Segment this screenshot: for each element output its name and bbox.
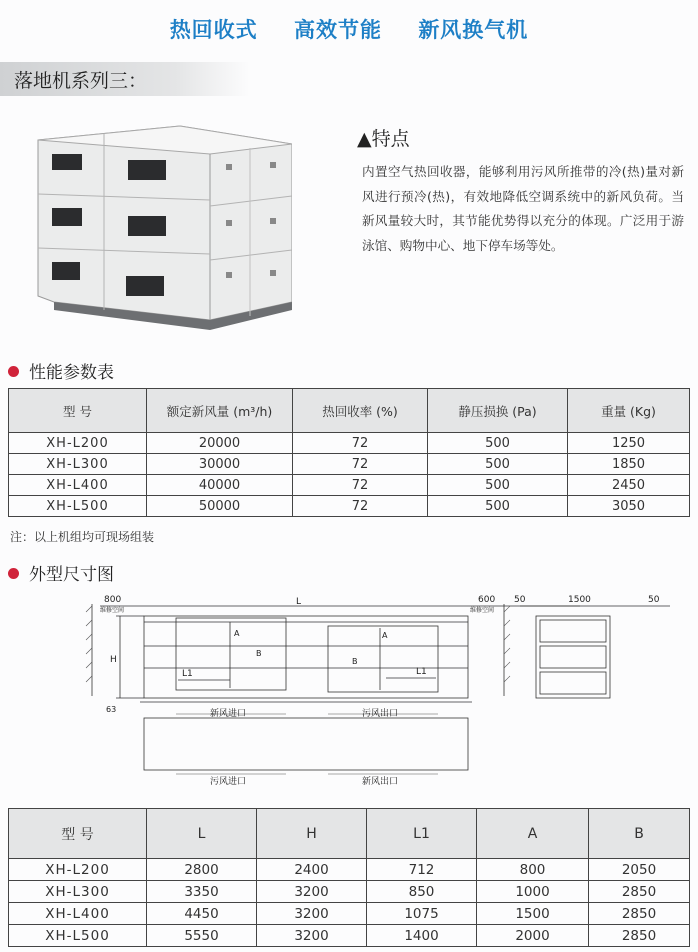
table-cell: 850 — [367, 881, 477, 903]
table-cell: 800 — [477, 859, 589, 881]
drawing-label: A — [234, 629, 240, 638]
table-cell: 2850 — [589, 881, 690, 903]
table-cell: 20000 — [147, 433, 293, 454]
table-row — [9, 433, 690, 454]
table-cell: 3350 — [147, 881, 257, 903]
table-row — [9, 903, 690, 925]
drawing-label: L — [296, 597, 302, 607]
performance-section-heading — [8, 358, 114, 383]
column-header: L1 — [367, 809, 477, 859]
table-cell: 72 — [293, 454, 428, 475]
table-cell: 72 — [293, 433, 428, 454]
table-cell: XH-L500 — [9, 496, 147, 517]
drawing-label: 600 — [478, 595, 496, 605]
drawing-label: 污风出口 — [362, 709, 399, 719]
drawing-label: 800 — [104, 595, 122, 605]
table-cell: 40000 — [147, 475, 293, 496]
column-header: L — [147, 809, 257, 859]
features-heading: ▲特点 — [357, 128, 410, 150]
table-cell: 1500 — [477, 903, 589, 925]
table-cell: 1000 — [477, 881, 589, 903]
table-cell: 500 — [428, 454, 568, 475]
drawing-label: 新风进口 — [210, 709, 247, 719]
table-cell: 30000 — [147, 454, 293, 475]
features-description: 内置空气热回收器，能够利用污风所推带的冷(热)量对新风进行预冷(热)，有效地降低空调系统中的新风负荷。当新风量较大时，其节能优势得以充分的体现。广泛用于游泳馆、购物中心、地下停车场等处。 — [362, 164, 684, 253]
column-header: 型 号 — [9, 809, 147, 859]
drawing-label: 新风出口 — [362, 777, 399, 787]
table-cell: 2050 — [589, 859, 690, 881]
table-cell: 3200 — [257, 903, 367, 925]
table-header-row — [9, 389, 690, 433]
table-cell: XH-L400 — [9, 903, 147, 925]
table-cell: XH-L300 — [9, 881, 147, 903]
table-cell: XH-L500 — [9, 925, 147, 947]
table-cell: 2450 — [568, 475, 690, 496]
title-part-1: 热回收式 — [169, 18, 258, 42]
table-row — [9, 475, 690, 496]
column-header: 热回收率 (%) — [293, 389, 428, 433]
drawing-label: 维修空间 — [470, 607, 495, 614]
drawing-label: B — [256, 649, 262, 658]
column-header: 重量 (Kg) — [568, 389, 690, 433]
table-cell: 1075 — [367, 903, 477, 925]
title-part-3: 新风换气机 — [418, 18, 529, 42]
table-row — [9, 859, 690, 881]
table-cell: 50000 — [147, 496, 293, 517]
table-cell: XH-L200 — [9, 433, 147, 454]
title-part-2: 高效节能 — [294, 18, 382, 42]
assembly-note: 注：以上机组均可现场组装 — [10, 530, 155, 544]
column-header: H — [257, 809, 367, 859]
table-cell: 2000 — [477, 925, 589, 947]
machine-illustration — [30, 120, 292, 330]
table-cell: 2850 — [589, 925, 690, 947]
table-cell: 500 — [428, 496, 568, 517]
table-cell: XH-L200 — [9, 859, 147, 881]
table-cell: 72 — [293, 496, 428, 517]
table-cell: 72 — [293, 475, 428, 496]
drawing-label: 1500 — [568, 595, 591, 605]
drawing-label: 维修空间 — [100, 607, 125, 614]
column-header: A — [477, 809, 589, 859]
bullet-icon — [8, 366, 19, 377]
table-row — [9, 925, 690, 947]
dimension-drawing — [80, 592, 680, 792]
performance-heading-text: 性能参数表 — [29, 363, 114, 383]
table-cell: 500 — [428, 433, 568, 454]
column-header: 型 号 — [9, 389, 147, 433]
drawing-label: 63 — [106, 705, 117, 714]
table-cell: 5550 — [147, 925, 257, 947]
drawing-label: 50 — [514, 595, 526, 605]
drawing-label: H — [110, 655, 117, 665]
table-cell: 1850 — [568, 454, 690, 475]
table-cell: 3200 — [257, 881, 367, 903]
table-row — [9, 454, 690, 475]
dimensions-section-heading — [8, 560, 114, 585]
table-cell: 2400 — [257, 859, 367, 881]
drawing-label: B — [352, 657, 358, 666]
table-row — [9, 496, 690, 517]
table-cell: 2850 — [589, 903, 690, 925]
table-cell: 1250 — [568, 433, 690, 454]
series-label: 落地机系列三： — [14, 70, 148, 92]
column-header: 静压损换 (Pa) — [428, 389, 568, 433]
column-header: 额定新风量 (m³/h) — [147, 389, 293, 433]
table-cell: 500 — [428, 475, 568, 496]
table-cell: XH-L300 — [9, 454, 147, 475]
table-cell: XH-L400 — [9, 475, 147, 496]
table-cell: 1400 — [367, 925, 477, 947]
column-header: B — [589, 809, 690, 859]
drawing-label: 50 — [648, 595, 660, 605]
drawing-label: L1 — [416, 667, 427, 677]
dimensions-table — [8, 808, 690, 947]
performance-table — [8, 388, 690, 517]
table-cell: 4450 — [147, 903, 257, 925]
table-header-row — [9, 809, 690, 859]
drawing-label: L1 — [182, 669, 193, 679]
table-cell: 712 — [367, 859, 477, 881]
drawing-label: 污风进口 — [210, 777, 247, 787]
page-title — [0, 14, 698, 44]
table-cell: 2800 — [147, 859, 257, 881]
series-banner — [0, 62, 250, 96]
table-cell: 3200 — [257, 925, 367, 947]
dimensions-heading-text: 外型尺寸图 — [29, 565, 114, 585]
bullet-icon — [8, 568, 19, 579]
drawing-label: A — [382, 631, 388, 640]
table-row — [9, 881, 690, 903]
table-cell: 3050 — [568, 496, 690, 517]
